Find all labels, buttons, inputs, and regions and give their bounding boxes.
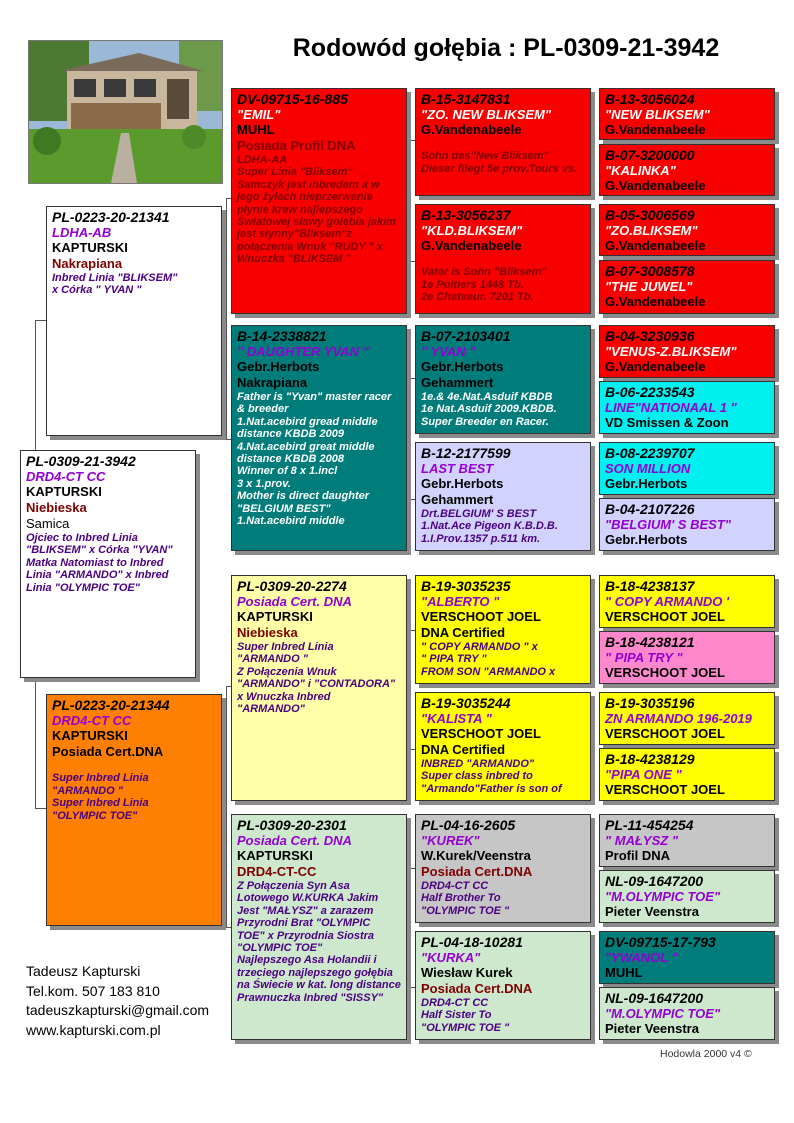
color-or-cert: Nakrapiana (237, 375, 308, 390)
color-or-cert: Gehammert (421, 492, 494, 507)
owner-name: KAPTURSKI (52, 240, 128, 255)
pigeon-name: "M.OLYMPIC TOE" (605, 1006, 721, 1021)
color-or-cert: Nakrapiana (52, 256, 123, 271)
pedigree-card (415, 442, 591, 551)
ring-number: B-04-3230936 (605, 328, 695, 344)
ring-number: PL-0223-20-21344 (52, 697, 170, 713)
pigeon-name: " PIPA TRY " (605, 650, 683, 665)
pigeon-name: "KALISTA " (421, 711, 492, 726)
ring-number: PL-0223-20-21341 (52, 209, 170, 225)
pigeon-name: "ZO. NEW BLIKSEM" (421, 107, 552, 122)
pedigree-card (599, 748, 775, 801)
pedigree-card (599, 870, 775, 923)
ring-number: B-15-3147831 (421, 91, 511, 107)
ring-number: PL-0309-20-2301 (237, 817, 347, 833)
pedigree-card (20, 450, 196, 678)
pedigree-card (415, 325, 591, 434)
pigeon-name: Posiada Cert. DNA (237, 594, 352, 609)
owner-name: VD Smissen & Zoon (605, 415, 729, 430)
ring-number: PL-11-454254 (605, 817, 694, 833)
description: 1e.& 4e.Nat.Asduif KBDB 1e Nat.Asduif 2009.KBDB. Super Breeder en Racer. (421, 391, 557, 428)
owner-name: VERSCHOOT JOEL (605, 609, 725, 624)
ring-number: PL-0309-21-3942 (26, 453, 136, 469)
description: DRD4-CT CC Half Sister To "OLYMPIC TOE " (421, 997, 510, 1034)
owner-name: G.Vandenabeele (605, 122, 706, 137)
pedigree-card (599, 442, 775, 495)
owner-name: KAPTURSKI (52, 728, 128, 743)
pedigree-card (599, 931, 775, 984)
pedigree-card (46, 694, 222, 926)
owner-name: W.Kurek/Veenstra (421, 848, 531, 863)
pigeon-name: LDHA-AB (52, 225, 112, 240)
ring-number: NL-09-1647200 (605, 990, 704, 1006)
pigeon-name: " YVAN " (421, 344, 476, 359)
pigeon-name: "KALINKA" (605, 163, 676, 178)
ring-number: B-12-2177599 (421, 445, 511, 461)
owner-name: Gebr.Herbots (421, 359, 504, 374)
pigeon-name: "KUREK" (421, 833, 480, 848)
pigeon-name: ZN ARMANDO 196-2019 (605, 711, 752, 726)
ring-number: B-14-2338821 (237, 328, 327, 344)
ring-number: PL-04-16-2605 (421, 817, 516, 833)
pigeon-name: " COPY ARMANDO ' (605, 594, 730, 609)
description: Inbred Linia "BLIKSEM" x Córka " YVAN " (52, 272, 178, 297)
owner-name: Gebr.Herbots (605, 532, 688, 547)
pedigree-card (599, 575, 775, 628)
color-or-cert: Posiada Cert.DNA (421, 864, 533, 879)
pigeon-name: LAST BEST (421, 461, 494, 476)
pigeon-name: "ZO.BLIKSEM" (605, 223, 698, 238)
contact-phone: Tel.kom. 507 183 810 (26, 982, 160, 999)
contact-website[interactable]: www.kapturski.com.pl (26, 1021, 161, 1038)
page-title: Rodowód gołębia : PL-0309-21-3942 (292, 34, 720, 62)
owner-name: MUHL (237, 122, 275, 137)
pedigree-card (599, 381, 775, 434)
pedigree-card (599, 814, 775, 867)
connector (35, 678, 46, 809)
pigeon-name: LINE"NATIONAAL 1 " (605, 400, 737, 415)
owner-name: KAPTURSKI (237, 848, 313, 863)
owner-name: Gebr.Herbots (237, 359, 320, 374)
pedigree-card (415, 931, 591, 1040)
pedigree-card (599, 88, 775, 140)
pedigree-card (599, 498, 775, 551)
pigeon-name: SON MILLION (605, 461, 691, 476)
pedigree-card (231, 88, 407, 314)
pedigree-card (599, 204, 775, 256)
pedigree-card (415, 814, 591, 923)
ring-number: B-13-3056237 (421, 207, 511, 223)
pedigree-card (599, 325, 775, 378)
connector (35, 320, 46, 451)
description: " COPY ARMANDO " x " PIPA TRY " FROM SON "ARMANDO x (421, 641, 556, 678)
pigeon-name: Posiada Cert. DNA (237, 833, 352, 848)
owner-name: G.Vandenabeele (605, 294, 706, 309)
pedigree-card (231, 814, 407, 1040)
ring-number: NL-09-1647200 (605, 873, 704, 889)
owner-name: Wiesław Kurek (421, 965, 513, 980)
color-or-cert: Niebieska (26, 500, 87, 515)
photo-image (29, 41, 222, 183)
color-or-cert: Posiada Cert.DNA (421, 981, 533, 996)
owner-name: VERSCHOOT JOEL (605, 665, 725, 680)
ring-number: B-18-4238121 (605, 634, 695, 650)
pedigree-card (599, 692, 775, 745)
owner-name: MUHL (605, 965, 643, 980)
pigeon-name: "BELGIUM' S BEST" (605, 517, 731, 532)
pigeon-name: "THE JUWEL" (605, 279, 693, 294)
pigeon-name: DRD4-CT CC (52, 713, 132, 728)
footer-version: Hodowla 2000 v4 © (660, 1048, 752, 1060)
color-or-cert: Posiada Cert.DNA (52, 744, 164, 759)
pigeon-name: "YWANOL " (605, 950, 678, 965)
pedigree-card (415, 88, 591, 196)
pigeon-name: DRD4-CT CC (26, 469, 106, 484)
description: Vater is Sohn "Bliksem" 1e Poitiers 1448 Tb. 2e Chateaur. 7201 Tb. (421, 266, 547, 304)
ring-number: B-07-3200000 (605, 147, 695, 163)
ring-number: DV-09715-17-793 (605, 934, 716, 950)
pedigree-card (599, 260, 775, 314)
pedigree-card (231, 325, 407, 551)
pedigree-card (46, 206, 222, 436)
description: Super Inbred Linia "ARMANDO " Super Inbred Linia "OLYMPIC TOE" (52, 772, 149, 822)
ring-number: PL-0309-20-2274 (237, 578, 347, 594)
color-or-cert: DNA Certified (421, 742, 506, 757)
pigeon-name: "VENUS-Z.BLIKSEM" (605, 344, 737, 359)
color-or-cert: Gehammert (421, 375, 494, 390)
pedigree-card (415, 204, 591, 314)
pedigree-card (231, 575, 407, 801)
ring-number: B-18-4238129 (605, 751, 695, 767)
color-or-cert: DRD4-CT-CC (237, 864, 317, 879)
pigeon-name: "M.OLYMPIC TOE" (605, 889, 721, 904)
pigeon-name: "PIPA ONE " (605, 767, 682, 782)
description: DRD4-CT CC Half Brother To "OLYMPIC TOE " (421, 880, 510, 917)
pigeon-name: "KURKA" (421, 950, 481, 965)
description: Ojciec to Inbred Linia "BLIKSEM" x Córka "YVAN" Matka Natomiast to Inbred Linia "ARMANDO" x Inbred Linia "OLYMPIC TOE" (26, 532, 173, 594)
color-or-cert: Niebieska (237, 625, 298, 640)
owner-name: Gebr.Herbots (421, 476, 504, 491)
ring-number: B-04-2107226 (605, 501, 695, 517)
ring-number: B-06-2233543 (605, 384, 695, 400)
ring-number: B-18-4238137 (605, 578, 695, 594)
ring-number: DV-09715-16-885 (237, 91, 348, 107)
description: Father is "Yvan" master racer & breeder 1.Nat.acebird gread middle distance KBDB 2009 4.Nat.acebird great middle distance KBDB 2008 Winner of 8 x 1.incl 3 x 1.prov. Mother is direct daughter "BELGIUM BEST" 1.Nat.acebird middle (237, 391, 392, 528)
contact-block (26, 962, 209, 1040)
owner-name: VERSCHOOT JOEL (605, 782, 725, 797)
ring-number: B-19-3035196 (605, 695, 695, 711)
ring-number: PL-04-18-10281 (421, 934, 523, 950)
ring-number: B-19-3035244 (421, 695, 511, 711)
owner-name: G.Vandenabeele (605, 238, 706, 253)
sex: Samica (26, 516, 70, 531)
contact-name: Tadeusz Kapturski (26, 963, 141, 979)
owner-name: Pieter Veenstra (605, 904, 699, 919)
pedigree-card (415, 575, 591, 684)
ring-number: B-08-2239707 (605, 445, 695, 461)
color-or-cert: DNA Certified (421, 625, 506, 640)
ring-number: B-07-2103401 (421, 328, 511, 344)
owner-name: VERSCHOOT JOEL (421, 726, 541, 741)
owner-name: G.Vandenabeele (421, 238, 522, 253)
owner-name: VERSCHOOT JOEL (605, 726, 725, 741)
owner-name: KAPTURSKI (26, 484, 102, 499)
pigeon-name: "KLD.BLIKSEM" (421, 223, 523, 238)
owner-name: Pieter Veenstra (605, 1021, 699, 1036)
ring-number: B-19-3035235 (421, 578, 511, 594)
pedigree-card (599, 144, 775, 196)
ring-number: B-05-3006569 (605, 207, 695, 223)
pigeon-name: " DAUGHTER YVAN " (237, 344, 369, 359)
owner-name: VERSCHOOT JOEL (421, 609, 541, 624)
ring-number: B-13-3056024 (605, 91, 695, 107)
pedigree-card (415, 692, 591, 801)
description: Drt.BELGIUM' S BEST 1.Nat.Ace Pigeon K.B.D.B. 1.I.Prov.1357 p.511 km. (421, 508, 558, 545)
color-or-cert: Posiada Profil DNA (237, 138, 356, 153)
pigeon-name: " MAŁYSZ " (605, 833, 678, 848)
pedigree-card (599, 631, 775, 684)
contact-email[interactable]: tadeuszkapturski@gmail.com (26, 1002, 210, 1018)
description: Z Połączenia Syn Asa Lotowego W.KURKA Jakim Jest "MAŁYSZ" a zarazem Przyrodni Brat "OLYMPIC TOE" x Przyrodnia Siostra "OLYMPIC TOE" Najlepszego Asa Holandii i trzeciego najlepszego gołębia na Świecie w kat. long distance Prawnuczka Inbred "SISSY" (237, 880, 401, 1004)
pigeon-name: "EMIL" (237, 107, 281, 122)
owner-name: Gebr.Herbots (605, 476, 688, 491)
house-photo (28, 40, 223, 184)
description: Super Inbred Linia "ARMANDO " Z Połączenia Wnuk "ARMANDO" i "CONTADORA" x Wnuczka Inbred "ARMANDO" (237, 641, 396, 716)
ring-number: B-07-3008578 (605, 263, 695, 279)
pedigree-card (599, 987, 775, 1040)
description: INBRED "ARMANDO" Super class inbred to "Armando"Father is son of (421, 758, 562, 795)
pigeon-name: "ALBERTO " (421, 594, 500, 609)
owner-name: G.Vandenabeele (421, 122, 522, 137)
owner-name: Profil DNA (605, 848, 670, 863)
owner-name: KAPTURSKI (237, 609, 313, 624)
owner-name: G.Vandenabeele (605, 178, 706, 193)
pigeon-name: "NEW BLIKSEM" (605, 107, 710, 122)
description: Sohn des"New Bliksem" Dieser fliegt 5e prov.Tours vs. (421, 150, 578, 175)
owner-name: G.Vandenabeele (605, 359, 706, 374)
description: LDHA-AA Super Linia "Bliksem" Samczyk jest inbredem a w jego żyłach nieprzerwanie płynie krew najlepszego Światowej sławy gołębia jakim jest słynny"Bliksem"z połączenia Wnuk "RUDY " x Wnuczka "BLIKSEM " (237, 154, 396, 266)
